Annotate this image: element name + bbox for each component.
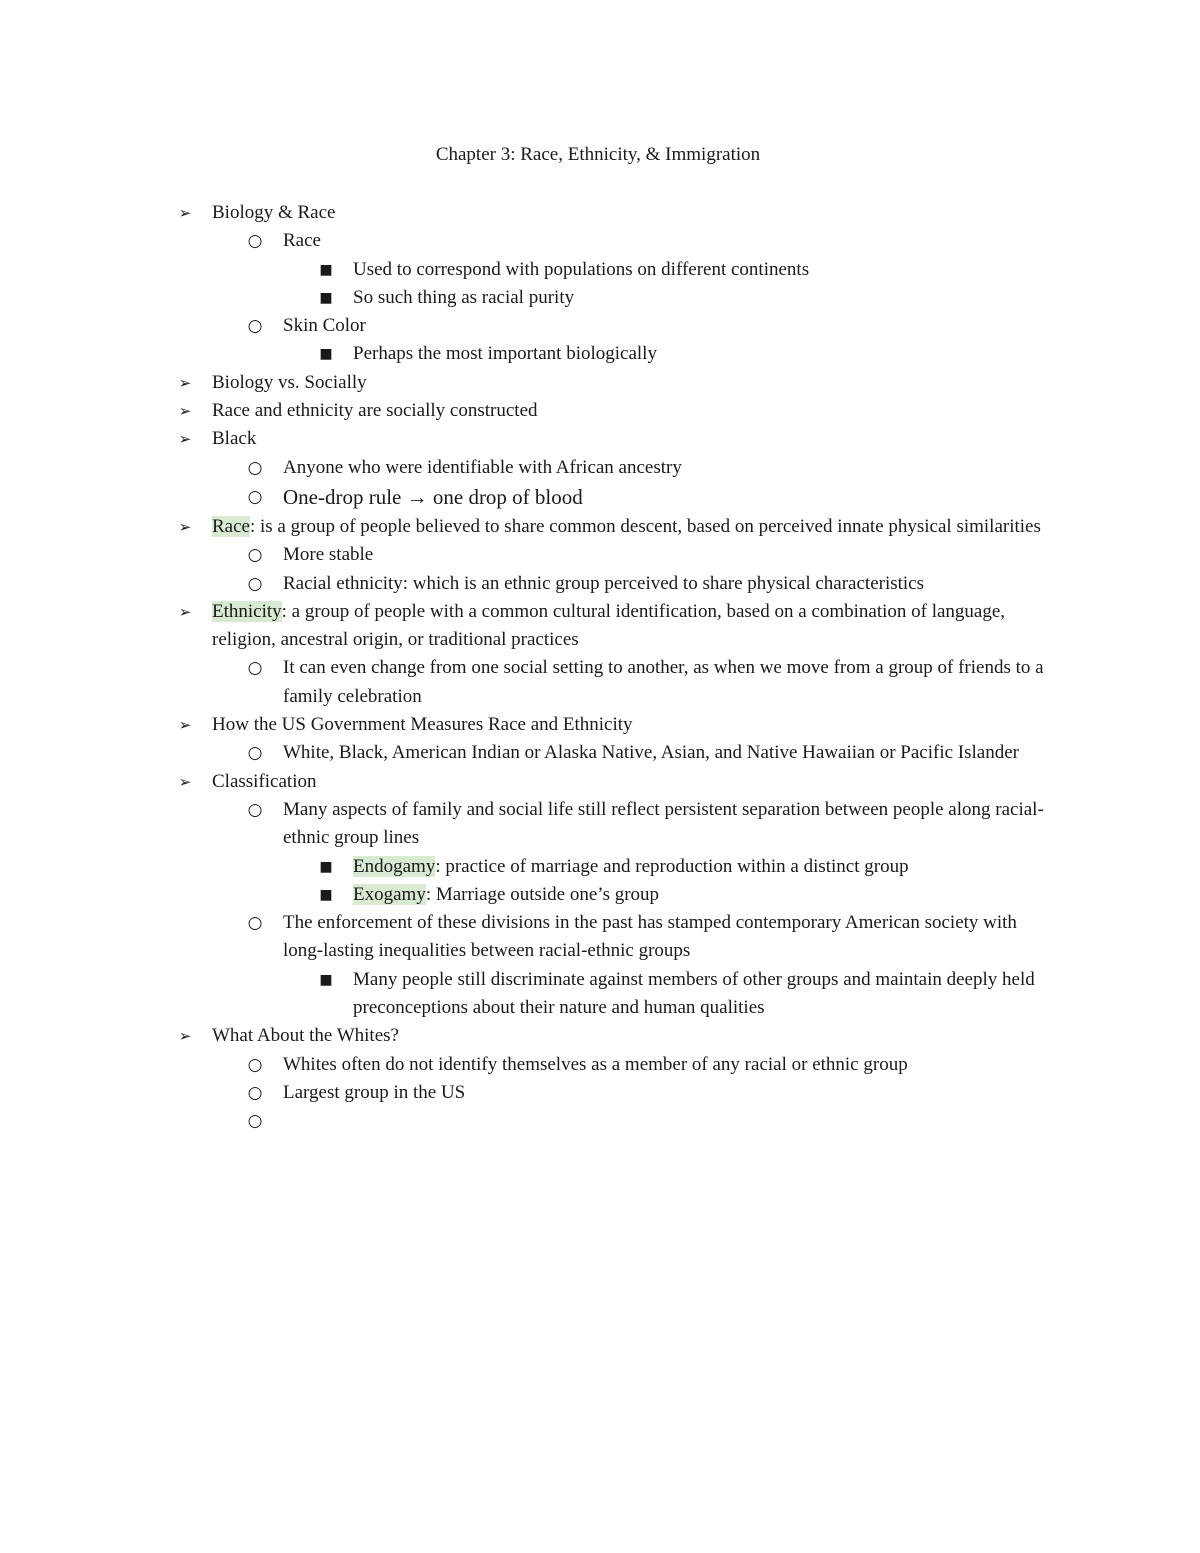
arrow-bullet-icon: ➢ xyxy=(178,772,192,791)
list-item xyxy=(0,454,1053,482)
circle-bullet-icon: ○ xyxy=(247,913,263,934)
arrow-bullet-icon: ➢ xyxy=(178,373,192,392)
square-bullet-icon: ■ xyxy=(319,858,333,875)
list-item xyxy=(0,1051,1053,1079)
item-text: Anyone who were identifiable with African ancestry xyxy=(283,456,682,478)
list-item xyxy=(0,598,1057,655)
arrow-bullet-icon: ➢ xyxy=(178,716,192,735)
list-item xyxy=(0,256,1043,284)
square-bullet-icon: ■ xyxy=(319,261,333,278)
item-text: Many people still discriminate against members of other groups and maintain deeply held preconceptions about their nature and human qualities xyxy=(353,968,1035,1019)
item-text: Biology & Race xyxy=(212,202,336,223)
list-item xyxy=(0,711,1057,739)
list-item xyxy=(0,654,1053,711)
highlighted-term: Endogamy xyxy=(353,855,436,877)
list-item xyxy=(0,397,1057,425)
notes-outline xyxy=(0,199,1200,1135)
highlighted-term: Ethnicity xyxy=(212,600,282,622)
list-item xyxy=(0,284,1043,312)
item-text: : a group of people with a common cultural identification, based on a combination of language, religion, ancestral origin, or traditional practices xyxy=(212,600,1006,651)
list-item xyxy=(0,853,1043,881)
highlighted-term: Race xyxy=(212,515,250,537)
item-text: More stable xyxy=(283,544,374,566)
list-item xyxy=(0,513,1057,541)
item-text: Race xyxy=(283,230,321,252)
list-item xyxy=(0,796,1053,853)
item-text: Perhaps the most important biologically xyxy=(353,343,657,365)
list-item xyxy=(0,199,1057,227)
arrow-bullet-icon: ➢ xyxy=(178,430,192,449)
arrow-bullet-icon: ➢ xyxy=(178,402,192,421)
item-text: What About the Whites? xyxy=(212,1025,399,1047)
item-text: Skin Color xyxy=(283,315,366,337)
circle-bullet-icon: ○ xyxy=(247,573,263,594)
item-text: : practice of marriage and reproduction within a distinct group xyxy=(435,855,909,877)
item-text: : Marriage outside one’s group xyxy=(425,883,660,905)
item-text: Biology vs. Socially xyxy=(212,371,367,393)
list-item xyxy=(0,425,1057,453)
item-text: : is a group of people believed to share common descent, based on perceived innate physical similarities xyxy=(249,515,1041,537)
list-item xyxy=(0,739,1053,767)
item-text: How the US Government Measures Race and Ethnicity xyxy=(212,714,633,736)
item-text: Used to correspond with populations on different continents xyxy=(353,258,810,280)
circle-bullet-icon: ○ xyxy=(247,799,263,820)
list-item xyxy=(0,369,1057,397)
item-text: White, Black, American Indian or Alaska Native, Asian, and Native Hawaiian or Pacific Islander xyxy=(283,742,1019,764)
circle-bullet-icon: ○ xyxy=(247,545,263,566)
item-text: So such thing as racial purity xyxy=(353,286,575,308)
item-text: Many aspects of family and social life still reflect persistent separation between people along racial-ethnic group lines xyxy=(283,798,1044,849)
list-item xyxy=(0,1022,1057,1050)
list-item xyxy=(0,909,1053,966)
item-text: One-drop rule → one drop of blood xyxy=(283,484,583,509)
arrow-bullet-icon: ➢ xyxy=(178,1027,192,1046)
square-bullet-icon: ■ xyxy=(319,289,333,306)
item-text: Race and ethnicity are socially constructed xyxy=(212,400,538,422)
square-bullet-icon: ■ xyxy=(319,886,333,903)
arrow-bullet-icon: ➢ xyxy=(178,517,192,536)
list-item xyxy=(0,881,1043,909)
circle-bullet-icon: ○ xyxy=(247,486,263,507)
square-bullet-icon: ■ xyxy=(319,971,333,988)
circle-bullet-icon: ○ xyxy=(247,1054,263,1075)
circle-bullet-icon: ○ xyxy=(247,743,263,764)
list-item xyxy=(0,966,1043,1023)
item-text: Largest group in the US xyxy=(283,1081,466,1103)
list-item xyxy=(0,570,1053,598)
list-item xyxy=(0,312,1053,340)
list-item xyxy=(0,1079,1053,1107)
list-item xyxy=(0,340,1043,368)
arrow-bullet-icon: ➢ xyxy=(178,204,192,222)
circle-bullet-icon: ○ xyxy=(247,1082,263,1103)
list-item xyxy=(0,1107,1053,1135)
item-text: The enforcement of these divisions in the past has stamped contemporary American society with long-lasting inequalities between racial-ethnic groups xyxy=(283,912,1017,962)
circle-bullet-icon: ○ xyxy=(247,1111,263,1132)
page-title: Chapter 3: Race, Ethnicity, & Immigration xyxy=(435,144,761,165)
item-text: Racial ethnicity: which is an ethnic group perceived to share physical characteristics xyxy=(283,572,925,594)
list-item xyxy=(0,768,1057,796)
item-text: Whites often do not identify themselves as a member of any racial or ethnic group xyxy=(283,1053,908,1075)
circle-bullet-icon: ○ xyxy=(247,316,263,337)
circle-bullet-icon: ○ xyxy=(247,658,263,679)
list-item xyxy=(0,482,1053,513)
item-text: Classification xyxy=(212,770,317,792)
list-item xyxy=(0,227,1053,255)
arrow-bullet-icon: ➢ xyxy=(178,602,192,621)
circle-bullet-icon: ○ xyxy=(247,231,263,252)
highlighted-term: Exogamy xyxy=(353,883,426,905)
item-text: Black xyxy=(212,428,257,450)
list-item xyxy=(0,541,1053,569)
square-bullet-icon: ■ xyxy=(319,346,333,363)
circle-bullet-icon: ○ xyxy=(247,457,263,478)
item-text: It can even change from one social setting to another, as when we move from a group of friends to a family celebration xyxy=(283,657,1044,707)
